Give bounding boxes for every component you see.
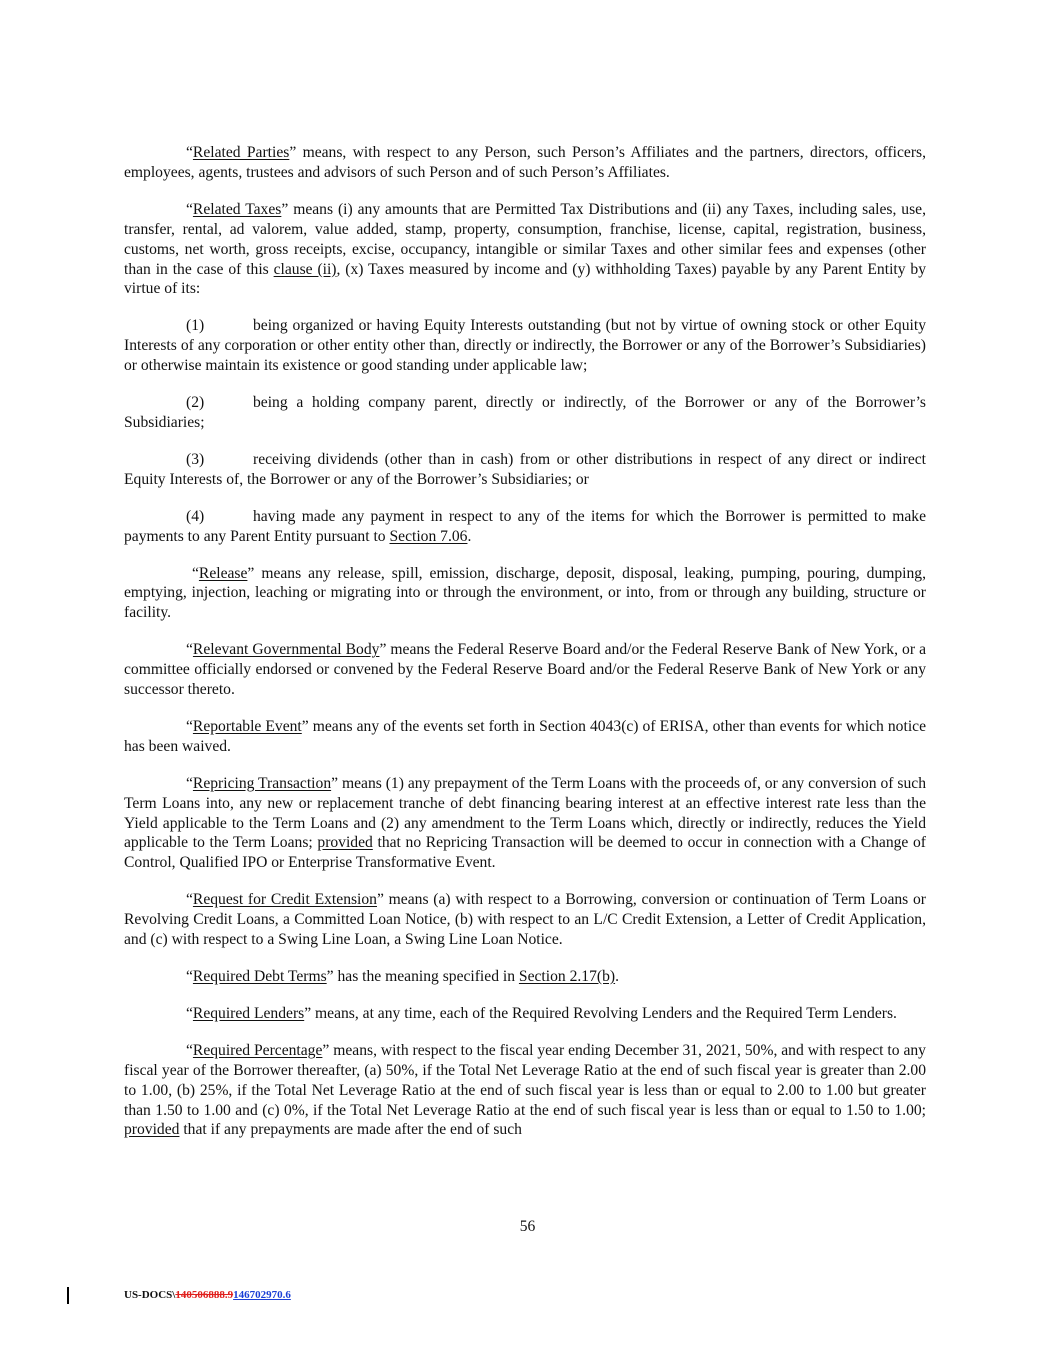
list-item: (2) being a holding company parent, directly or indirectly, of the Borrower or any of the Borrower’s Subsidiaries; (124, 394, 926, 431)
definition-release: “Release” means any release, spill, emission, discharge, deposit, disposal, leaking, pumping, pouring, dumping, emptying, injection, leaching or migrating into or through the environment, or into, from or through any building, structure or facility. (124, 564, 926, 622)
defined-term: Required Percentage (192, 1041, 323, 1059)
cross-reference: Section 7.06 (389, 527, 468, 545)
change-bar (67, 1287, 69, 1304)
defined-term: Related Parties (192, 144, 290, 161)
definition-required-debt-terms: “Required Debt Terms” has the meaning specified in Section 2.17(b). (186, 968, 619, 985)
defined-term: Release (198, 564, 248, 582)
defined-term: Related Taxes (192, 200, 282, 218)
cross-reference: Section 2.17(b) (518, 968, 616, 985)
deleted-doc-number: 140506888.9 (175, 1289, 234, 1301)
defined-term: Reportable Event (192, 717, 302, 735)
defined-term: Required Debt Terms (192, 968, 327, 985)
definition-request-for-credit-extension: “Request for Credit Extension” means (a) with respect to a Borrowing, conversion or continuation of Term Loans or Revolving Credit Loans, a Committed Loan Notice, (b) with respect to an L/C Credit Extension, a Letter of Credit Application, and (c) with respect to a Swing Line Loan, a Swing Line Loan Notice. (124, 891, 926, 949)
definition-repricing-transaction: “Repricing Transaction” means (1) any prepayment of the Term Loans with the proceeds of, or any conversion of such Term Loans into, any new or replacement tranche of debt financing bearing interest at an effective interest rate less than the Yield applicable to the Term Loans and (2) any amendment to the Term Loans which, directly or indirectly, reduces the Yield applicable to the Term Loans; provided that no Repricing Transaction will be deemed to occur in connection with a Change of Control, Qualified IPO or Enterprise Transformative Event. (124, 774, 926, 872)
defined-term: Request for Credit Extension (192, 891, 377, 909)
doc-id-prefix: US-DOCS\ (124, 1289, 176, 1301)
list-item: (1) being organized or having Equity Interests outstanding (but not by virtue of owning stock or other Equity Interests of any corporation or other entity other than, directly or indirectly, the Borrower or any of the Borrower’s Subsidiaries) or otherwise maintain its existence or good standing under applicable law; (124, 317, 926, 375)
document-id-footer (124, 1289, 291, 1301)
document-body (124, 143, 926, 1157)
inserted-doc-number: 146702970.6 (233, 1289, 291, 1301)
cross-reference: clause (ii) (273, 260, 337, 278)
proviso: provided (124, 1121, 180, 1139)
definition-related-taxes: “Related Taxes” means (i) any amounts that are Permitted Tax Distributions and (ii) any Taxes, including sales, use, transfer, rental, ad valorem, value added, stamp, property, consumption, franchise, license, capital, registration, business, customs, net worth, gross receipts, excise, occupancy, intangible or similar Taxes and other similar fees and expenses (other than in the case of this clause (ii), (x) Taxes measured by income and (y) withholding Taxes) payable by any Parent Entity by virtue of its: (124, 200, 926, 298)
list-item: (4) having made any payment in respect to any of the items for which the Borrower is permitted to make payments to any Parent Entity pursuant to Section 7.06. (124, 507, 926, 545)
defined-term: Repricing Transaction (192, 774, 332, 792)
defined-term: Relevant Governmental Body (192, 641, 380, 659)
definition-related-parties: “Related Parties” means, with respect to any Person, such Person’s Affiliates and the partners, directors, officers, employees, agents, trustees and advisors of such Person and of such Person’s Affiliates. (124, 144, 926, 181)
definition-reportable-event: “Reportable Event” means any of the events set forth in Section 4043(c) of ERISA, other than events for which notice has been waived. (124, 717, 926, 755)
page-number: 56 (519, 1218, 536, 1235)
definition-relevant-governmental-body: “Relevant Governmental Body” means the Federal Reserve Board and/or the Federal Reserve Bank of New York, or a committee officially endorsed or convened by the Federal Reserve Board and/or the Federal Reserve Bank of New York or any successor thereto. (124, 641, 926, 699)
definition-required-percentage: “Required Percentage” means, with respect to the fiscal year ending December 31, 2021, 50%, and with respect to any fiscal year of the Borrower thereafter, (a) 50%, if the Total Net Leverage Ratio at the end of such fiscal year is greater than 2.00 to 1.00, (b) 25%, if the Total Net Leverage Ratio at the end of such fiscal year is less than or equal to 2.00 to 1.00 but greater than 1.50 to 1.00 and (c) 0%, if the Total Net Leverage Ratio at the end of such fiscal year is less than or equal to 1.50 to 1.00; provided that if any prepayments are made after the end of such (124, 1041, 926, 1139)
definition-required-lenders: “Required Lenders” means, at any time, each of the Required Revolving Lenders and the Required Term Lenders. (186, 1004, 897, 1022)
defined-term: Required Lenders (192, 1004, 305, 1022)
list-item: (3) receiving dividends (other than in cash) from or other distributions in respect of any direct or indirect Equity Interests of, the Borrower or any of the Borrower’s Subsidiaries; or (124, 450, 926, 488)
proviso: provided (317, 834, 373, 852)
